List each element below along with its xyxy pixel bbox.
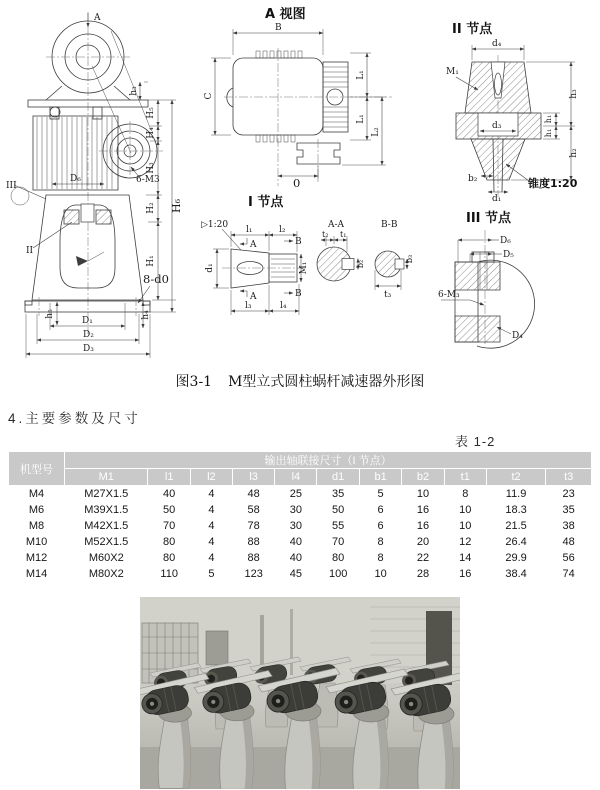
table-cell: 22 bbox=[402, 550, 444, 566]
table-cell: 78 bbox=[232, 518, 275, 534]
table-cell: 38.4 bbox=[486, 566, 546, 582]
sec-b-top: B bbox=[295, 237, 302, 247]
table-cell: 29.9 bbox=[486, 550, 546, 566]
dim-H6: H₆ bbox=[170, 198, 183, 214]
model-column-header: 机型号 bbox=[9, 452, 65, 486]
node1-title: I 节点 bbox=[248, 195, 284, 210]
table-cell: 48 bbox=[546, 534, 592, 550]
table-row bbox=[9, 566, 592, 582]
bb-b3: b₃ bbox=[405, 254, 414, 264]
table-cell: 30 bbox=[275, 502, 317, 518]
dim-h1b: h₁ bbox=[544, 128, 553, 138]
table-cell: 16 bbox=[444, 566, 486, 582]
table-cell: M39X1.5 bbox=[65, 502, 148, 518]
figure-number: 图3-1 bbox=[175, 374, 213, 390]
table-cell: 4 bbox=[190, 486, 232, 503]
table-row bbox=[9, 486, 592, 503]
table-cell: 55 bbox=[317, 518, 360, 534]
table-cell: 80 bbox=[148, 550, 190, 566]
dim-H3: H₃ bbox=[146, 162, 156, 174]
column-header: d1 bbox=[317, 469, 360, 486]
column-header: b1 bbox=[359, 469, 401, 486]
node3-bolts: 6-M₃ bbox=[438, 290, 460, 300]
node2-title: II 节点 bbox=[452, 22, 493, 37]
front-view-drawing bbox=[6, 12, 183, 358]
table-cell: 5 bbox=[190, 566, 232, 582]
bb-title: B-B bbox=[381, 220, 398, 230]
table-cell: 80 bbox=[148, 534, 190, 550]
table-row bbox=[9, 550, 592, 566]
dim-zero: 0 bbox=[293, 176, 301, 190]
column-header: l1 bbox=[148, 469, 190, 486]
table-cell: 12 bbox=[444, 534, 486, 550]
table-cell: 70 bbox=[317, 534, 360, 550]
table-label: 表 1-2 bbox=[455, 434, 496, 449]
table-cell: M10 bbox=[9, 534, 65, 550]
table-cell: M8 bbox=[9, 518, 65, 534]
figure-caption bbox=[0, 371, 600, 391]
spec-table bbox=[8, 451, 592, 582]
column-header: t2 bbox=[486, 469, 546, 486]
section-heading: 4.主要参数及尺寸 bbox=[8, 411, 141, 426]
view-a-label: A bbox=[94, 13, 101, 23]
table-cell: 6 bbox=[359, 502, 401, 518]
table-cell: 38 bbox=[546, 518, 592, 534]
table-cell: 4 bbox=[190, 534, 232, 550]
table-row bbox=[9, 518, 592, 534]
table-cell: 14 bbox=[444, 550, 486, 566]
dim-l1: l₁ bbox=[246, 225, 253, 235]
sec-b-bottom: B bbox=[295, 289, 302, 299]
node3-title: III 节点 bbox=[466, 211, 512, 226]
table-cell: 100 bbox=[317, 566, 360, 582]
taper-note: 锥度1:20 bbox=[528, 177, 578, 190]
spec-table-head bbox=[9, 452, 592, 486]
table-cell: 4 bbox=[190, 518, 232, 534]
factory-photo-graphic bbox=[140, 597, 460, 789]
column-header: M1 bbox=[65, 469, 148, 486]
table-cell: 35 bbox=[546, 502, 592, 518]
table-cell: 10 bbox=[359, 566, 401, 582]
sec-a-bottom: A bbox=[250, 292, 257, 302]
spec-table-subheader-row bbox=[9, 469, 592, 486]
table-cell: 70 bbox=[148, 518, 190, 534]
dim-d3: d₃ bbox=[492, 121, 502, 131]
dim-L1-lower: L₁ bbox=[356, 114, 366, 124]
column-header: l3 bbox=[232, 469, 275, 486]
table-cell: 4 bbox=[190, 502, 232, 518]
table-cell: 74 bbox=[546, 566, 592, 582]
aa-t1: t₁ bbox=[340, 230, 347, 239]
column-header: t3 bbox=[546, 469, 592, 486]
table-cell: 5 bbox=[359, 486, 401, 503]
table-cell: 56 bbox=[546, 550, 592, 566]
dim-B: B bbox=[275, 23, 282, 33]
dim-h4: h₄ bbox=[141, 310, 151, 320]
table-cell: M52X1.5 bbox=[65, 534, 148, 550]
table-cell: 10 bbox=[402, 486, 444, 503]
table-cell: 40 bbox=[275, 534, 317, 550]
table-row bbox=[9, 502, 592, 518]
dim-M1-node1: M₁ bbox=[299, 261, 309, 275]
table-cell: 18.3 bbox=[486, 502, 546, 518]
table-cell: 6 bbox=[359, 518, 401, 534]
dim-d1-node1: d₁ bbox=[205, 263, 215, 273]
table-cell: 45 bbox=[275, 566, 317, 582]
table-cell: 10 bbox=[444, 518, 486, 534]
dim-D1: D₁ bbox=[82, 316, 93, 326]
dim-H2: H₂ bbox=[146, 202, 156, 214]
table-cell: 8 bbox=[359, 550, 401, 566]
a-view-title: A 视图 bbox=[265, 7, 306, 22]
table-cell: 21.5 bbox=[486, 518, 546, 534]
dim-d4: d₄ bbox=[492, 39, 502, 49]
dim-D6: D₆ bbox=[70, 174, 81, 184]
table-cell: M60X2 bbox=[65, 550, 148, 566]
dim-h1a: h₁ bbox=[544, 114, 553, 124]
bolts-base-label: 8-d0 bbox=[143, 272, 169, 286]
aa-b2: b₂ bbox=[356, 259, 365, 269]
dim-L1-upper: L₁ bbox=[356, 70, 366, 80]
figure-title: M型立式圆柱蜗杆减速器外形图 bbox=[228, 374, 425, 390]
dim-l2: l₂ bbox=[279, 225, 286, 235]
a-view-drawing bbox=[204, 6, 392, 190]
dim-h2-node2: h₂ bbox=[569, 148, 579, 158]
column-header: t1 bbox=[444, 469, 486, 486]
node2-M1: M₁ bbox=[446, 67, 459, 77]
table-cell: M6 bbox=[9, 502, 65, 518]
dim-D2: D₂ bbox=[83, 330, 94, 340]
node3-drawing bbox=[438, 210, 535, 348]
aa-t2: t₂ bbox=[322, 230, 329, 239]
table-cell: 123 bbox=[232, 566, 275, 582]
table-cell: 48 bbox=[232, 486, 275, 503]
table-row bbox=[9, 534, 592, 550]
table-cell: 88 bbox=[232, 550, 275, 566]
table-cell: 23 bbox=[546, 486, 592, 503]
table-cell: 80 bbox=[317, 550, 360, 566]
column-header: l4 bbox=[275, 469, 317, 486]
table-cell: 50 bbox=[317, 502, 360, 518]
table-cell: M27X1.5 bbox=[65, 486, 148, 503]
table-cell: 40 bbox=[148, 486, 190, 503]
node2-drawing bbox=[446, 21, 579, 204]
dim-H5: H₅ bbox=[146, 107, 156, 119]
spec-table-body bbox=[9, 486, 592, 583]
dim-D6-node3: D₆ bbox=[500, 236, 511, 246]
table-cell: 35 bbox=[317, 486, 360, 503]
table-cell: 110 bbox=[148, 566, 190, 582]
node1-drawing bbox=[201, 194, 414, 315]
table-cell: 11.9 bbox=[486, 486, 546, 503]
table-cell: M4 bbox=[9, 486, 65, 503]
dim-l4: l₄ bbox=[280, 301, 287, 311]
dim-H1: H₁ bbox=[146, 255, 156, 267]
dim-L2: L₂ bbox=[371, 127, 381, 137]
node2-callout: II bbox=[26, 246, 34, 256]
dim-h3-front: h₃ bbox=[129, 86, 139, 96]
table-cell: 8 bbox=[444, 486, 486, 503]
table-cell: 16 bbox=[402, 518, 444, 534]
dim-l3: l₃ bbox=[245, 301, 252, 311]
dim-b2-node2: b₂ bbox=[468, 174, 478, 184]
table-cell: 8 bbox=[359, 534, 401, 550]
table-cell: 58 bbox=[232, 502, 275, 518]
table-cell: 4 bbox=[190, 550, 232, 566]
table-cell: 25 bbox=[275, 486, 317, 503]
bolts-top-label: 6-M3 bbox=[136, 175, 160, 185]
table-cell: M14 bbox=[9, 566, 65, 582]
dim-h5: h₅ bbox=[45, 309, 55, 319]
column-header: b2 bbox=[402, 469, 444, 486]
product-photo bbox=[140, 597, 460, 789]
table-cell: 28 bbox=[402, 566, 444, 582]
dim-D3: D₃ bbox=[83, 344, 94, 354]
group-header: 输出轴联接尺寸（I 节点） bbox=[65, 452, 592, 469]
dim-D4-node3: D₄ bbox=[512, 331, 523, 341]
bb-t3: t₃ bbox=[384, 290, 392, 300]
table-cell: 88 bbox=[232, 534, 275, 550]
dim-h3-node2: h₃ bbox=[569, 89, 579, 99]
table-cell: 16 bbox=[402, 502, 444, 518]
table-cell: 30 bbox=[275, 518, 317, 534]
table-cell: M12 bbox=[9, 550, 65, 566]
dim-C: C bbox=[204, 92, 214, 100]
dim-H4: H₄ bbox=[146, 127, 156, 139]
table-cell: M42X1.5 bbox=[65, 518, 148, 534]
table-cell: 20 bbox=[402, 534, 444, 550]
table-cell: 10 bbox=[444, 502, 486, 518]
dim-D5-node3: D₅ bbox=[503, 250, 514, 260]
node3-callout: III bbox=[6, 181, 17, 191]
column-header: l2 bbox=[190, 469, 232, 486]
sec-a-top: A bbox=[250, 240, 257, 250]
table-cell: M80X2 bbox=[65, 566, 148, 582]
table-cell: 26.4 bbox=[486, 534, 546, 550]
aa-title: A-A bbox=[328, 220, 345, 230]
node1-taper: ▷1:20 bbox=[201, 220, 229, 230]
dim-d1-node2: d₁ bbox=[492, 194, 502, 204]
table-cell: 50 bbox=[148, 502, 190, 518]
table-cell: 40 bbox=[275, 550, 317, 566]
